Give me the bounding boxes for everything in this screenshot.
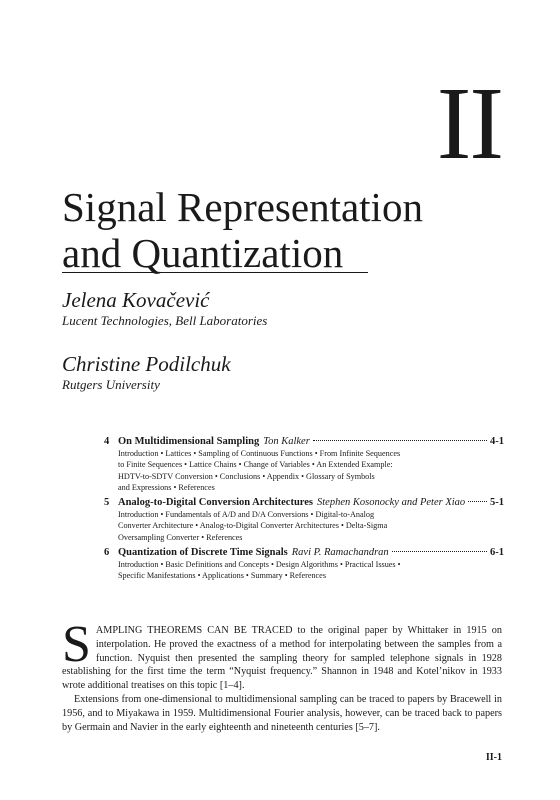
lead-in-small-caps: AMPLING THEOREMS CAN BE TRACED bbox=[95, 625, 293, 636]
toc-chapter-title[interactable]: Quantization of Discrete Time Signals bbox=[118, 547, 288, 559]
author-block-2 bbox=[62, 352, 231, 394]
toc-chapter-number: 6 bbox=[104, 547, 110, 559]
chapter-title bbox=[62, 184, 502, 276]
toc-topic-line: Converter Architecture • Analog-to-Digital Converter Architectures • Delta-Sigma bbox=[118, 521, 388, 531]
toc-topic-list bbox=[118, 509, 504, 543]
drop-cap: S bbox=[62, 616, 91, 673]
toc-chapter-title[interactable]: Analog-to-Digital Conversion Architectures bbox=[118, 497, 314, 509]
toc-topic-line: Oversampling Converter • References bbox=[118, 532, 243, 542]
chapter-title-line-1: Signal Representation bbox=[62, 184, 423, 230]
toc-page-number[interactable]: 4-1 bbox=[490, 436, 504, 447]
toc-topic-line: and Expressions • References bbox=[118, 482, 215, 492]
author-name: Jelena Kovačević bbox=[62, 288, 210, 312]
toc-topic-list bbox=[118, 448, 504, 493]
toc-page-number[interactable]: 5-1 bbox=[490, 497, 504, 509]
toc-leader-dots bbox=[313, 440, 487, 441]
author-block-1 bbox=[62, 288, 267, 330]
paragraph-1 bbox=[62, 616, 502, 693]
paragraph-1-text: to the original paper by Whittaker in 1915 on interpolation. He proved the exactness of a method for interpolating between the samples from a function. Nyquist then presented the sampling theory for sampled telephone signals in 1928 establishing for the first time the term “Nyquist frequency.” Shannon in 1948 and Kotel’nikov in 1933 wrote additional treatises on this topic [1–4]. bbox=[62, 625, 502, 692]
title-rule bbox=[62, 272, 368, 273]
toc-chapter-title[interactable]: On Multidimensional Sampling bbox=[118, 436, 260, 447]
toc-topic-line: HDTV-to-SDTV Conversion • Conclusions • Appendix • Glossary of Symbols bbox=[118, 471, 375, 481]
chapter-title-line-2: and Quantization bbox=[62, 230, 344, 276]
table-of-contents bbox=[104, 436, 504, 586]
toc-topic-line: Introduction • Fundamentals of A/D and D/A Conversions • Digital-to-Analog bbox=[118, 510, 375, 520]
toc-entry-chapter-5 bbox=[104, 497, 504, 543]
toc-leader-dots bbox=[468, 501, 487, 502]
author-affiliation: Lucent Technologies, Bell Laboratories bbox=[62, 313, 268, 328]
toc-entry-chapter-4 bbox=[104, 436, 504, 493]
toc-topic-line: Introduction • Basic Definitions and Concepts • Design Algorithms • Practical Issues • bbox=[118, 560, 401, 570]
page-number: II-1 bbox=[485, 752, 502, 763]
toc-chapter-author: Ton Kalker bbox=[263, 436, 310, 447]
toc-chapter-author: Ravi P. Ramachandran bbox=[291, 547, 389, 559]
toc-topic-list bbox=[118, 559, 504, 582]
introduction-text bbox=[62, 616, 502, 734]
toc-chapter-number: 4 bbox=[104, 436, 110, 447]
author-name: Christine Podilchuk bbox=[62, 352, 231, 376]
toc-leader-dots bbox=[392, 551, 487, 552]
part-numeral: II bbox=[436, 66, 502, 181]
toc-entry-chapter-6 bbox=[104, 547, 504, 582]
toc-topic-line: to Finite Sequences • Lattice Chains • Change of Variables • An Extended Example: bbox=[118, 460, 393, 470]
toc-chapter-number: 5 bbox=[104, 497, 110, 509]
toc-topic-line: Specific Manifestations • Applications • Summary • References bbox=[118, 571, 327, 581]
toc-chapter-author: Stephen Kosonocky and Peter Xiao bbox=[317, 497, 466, 509]
toc-topic-line: Introduction • Lattices • Sampling of Continuous Functions • From Infinite Sequences bbox=[118, 449, 401, 458]
paragraph-2: Extensions from one-dimensional to multidimensional sampling can be traced to papers by Bracewell in 1956, and to Miyakawa in 1959. Multidimensional Fourier analysis, however, can be traced back to papers by Germain and Navier in the early eighteenth and nineteenth centuries [5–7]. bbox=[62, 693, 502, 733]
toc-page-number[interactable]: 6-1 bbox=[490, 547, 504, 559]
author-affiliation: Rutgers University bbox=[62, 377, 160, 392]
